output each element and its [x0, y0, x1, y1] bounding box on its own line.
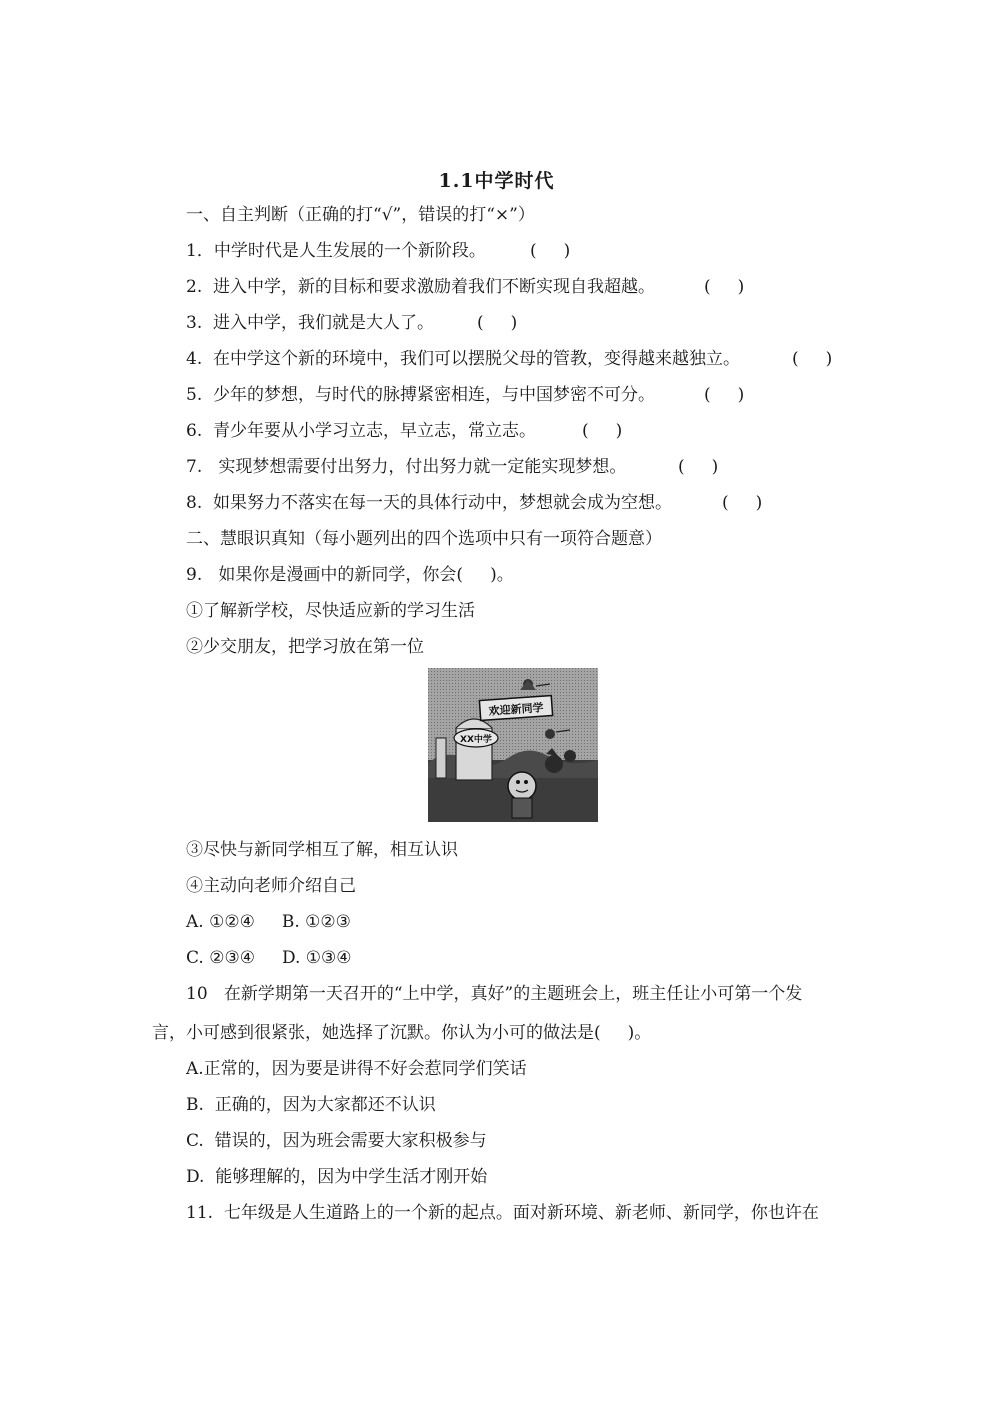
- question-7: 7. 实现梦想需要付出努力，付出努力就一定能实现梦想。: [186, 457, 627, 477]
- question-8: 8. 如果努力不落实在每一天的具体行动中，梦想就会成为空想。: [186, 493, 673, 513]
- q10-option-d: D. 能够理解的，因为中学生活才刚开始: [186, 1167, 488, 1187]
- q10-option-a: A.正常的，因为要是讲得不好会惹同学们笑话: [186, 1059, 527, 1079]
- q9-option-1: ①了解新学校，尽快适应新的学习生活: [186, 601, 475, 621]
- answer-blank-7[interactable]: ( ): [678, 457, 719, 477]
- page-title: 1.1中学时代: [438, 170, 555, 192]
- question-11: 11. 七年级是人生道路上的一个新的起点。面对新环境、新老师、新同学，你也许在: [186, 1203, 819, 1223]
- question-3: 3. 进入中学，我们就是大人了。: [186, 313, 435, 333]
- q9-option-2: ②少交朋友，把学习放在第一位: [186, 637, 424, 657]
- cartoon-illustration: [428, 668, 598, 822]
- q9-choices-cd: C. ②③④ D. ①③④: [186, 948, 352, 968]
- answer-blank-4[interactable]: ( ): [792, 349, 833, 369]
- question-10-line-2: 言，小可感到很紧张，她选择了沉默。你认为小可的做法是( )。: [152, 1023, 652, 1043]
- answer-blank-8[interactable]: ( ): [722, 493, 763, 513]
- section-heading-2: 二、慧眼识真知（每小题列出的四个选项中只有一项符合题意）: [186, 529, 662, 549]
- q9-option-4: ④主动向老师介绍自己: [186, 876, 356, 896]
- question-2: 2. 进入中学，新的目标和要求激励着我们不断实现自我超越。: [186, 277, 656, 297]
- question-9: 9. 如果你是漫画中的新同学，你会( )。: [186, 565, 514, 585]
- answer-blank-6[interactable]: ( ): [582, 421, 623, 441]
- cartoon-sign-school: XX中学: [460, 735, 492, 745]
- answer-blank-3[interactable]: ( ): [477, 313, 518, 333]
- q9-choices-ab: A. ①②④ B. ①②③: [186, 912, 351, 932]
- q10-option-b: B. 正确的，因为大家都还不认识: [186, 1095, 436, 1115]
- question-6: 6. 青少年要从小学习立志，早立志，常立志。: [186, 421, 537, 441]
- question-10-line-1: 10 在新学期第一天召开的“上中学，真好”的主题班会上，班主任让小可第一个发: [186, 984, 803, 1004]
- cartoon-sign-welcome: 欢迎新同学: [488, 701, 544, 718]
- answer-blank-1[interactable]: ( ): [530, 241, 571, 261]
- question-5: 5. 少年的梦想，与时代的脉搏紧密相连，与中国梦密不可分。: [186, 385, 656, 405]
- answer-blank-5[interactable]: ( ): [704, 385, 745, 405]
- q10-option-c: C. 错误的，因为班会需要大家积极参与: [186, 1131, 487, 1151]
- answer-blank-2[interactable]: ( ): [704, 277, 745, 297]
- question-4: 4. 在中学这个新的环境中，我们可以摆脱父母的管教，变得越来越独立。: [186, 349, 741, 369]
- question-1: 1．中学时代是人生发展的一个新阶段。: [186, 241, 486, 261]
- q9-option-3: ③尽快与新同学相互了解，相互认识: [186, 840, 458, 860]
- section-heading-1: 一、自主判断（正确的打“√”，错误的打“×”）: [186, 205, 535, 225]
- cartoon-image: [428, 668, 598, 822]
